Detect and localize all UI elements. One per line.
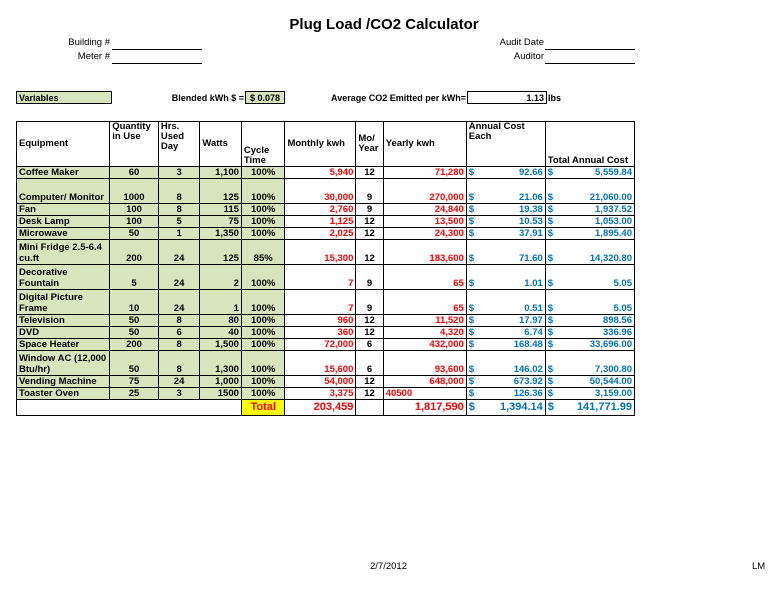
annual-cost-each-value: 37.91 [519,228,543,239]
variables-label: Variables [16,91,112,104]
watts-input[interactable]: 80 [200,315,242,327]
total-annual-cost-value: 1,053.00 [595,216,632,227]
equipment-name: Decorative Fountain [17,265,110,290]
hours-input[interactable]: 3 [158,167,200,179]
yearly-kwh: 65 [383,290,466,315]
annual-cost-each-value: 21.06 [519,192,543,203]
currency-symbol: $ [468,339,475,350]
annual-cost-each [466,240,545,265]
hours-input[interactable]: 24 [158,265,200,290]
meter-label: Meter # [77,51,110,62]
yearly-kwh: 11,520 [383,315,466,327]
yearly-kwh: 24,840 [383,204,466,216]
cycle-input[interactable]: 100% [241,179,285,204]
quantity-input[interactable]: 50 [110,228,159,240]
yearly-kwh: 270,000 [383,179,466,204]
equipment-name: Desk Lamp [17,216,110,228]
total-annual-cost [545,339,634,351]
table-row [17,179,635,204]
total-annual-cost [545,327,634,339]
months-per-year: 9 [356,265,383,290]
header-watts: Watts [200,122,242,167]
table-row [17,204,635,216]
quantity-input[interactable]: 50 [110,315,159,327]
grand-total-annual [545,400,634,416]
currency-symbol: $ [468,364,475,375]
hours-input[interactable]: 1 [158,228,200,240]
header-cycle: Cycle Time [241,122,285,167]
watts-input[interactable]: 75 [200,216,242,228]
months-per-year: 6 [356,339,383,351]
currency-symbol: $ [547,303,554,314]
currency-symbol: $ [468,376,475,387]
audit-date-field[interactable] [545,39,635,50]
total-annual-cost [545,167,634,179]
watts-input[interactable]: 125 [200,179,242,204]
months-per-year: 9 [356,179,383,204]
cycle-input[interactable]: 85% [241,240,285,265]
header-hours: Hrs. Used Day [158,122,200,167]
equipment-name: Computer/ Monitor [17,179,110,204]
monthly-kwh: 54,000 [285,376,356,388]
currency-symbol: $ [468,253,475,264]
table-row [17,339,635,351]
months-per-year: 12 [356,388,383,400]
blended-kwh-label: Blended kWh $ = [171,93,244,103]
yearly-kwh: 71,280 [383,167,466,179]
monthly-kwh: 30,000 [285,179,356,204]
yearly-kwh: 13,500 [383,216,466,228]
footer-initials: LM [752,561,766,572]
currency-symbol: $ [547,315,554,326]
monthly-kwh: 960 [285,315,356,327]
cycle-input[interactable]: 100% [241,290,285,315]
building-field[interactable] [112,39,202,50]
currency-symbol: $ [547,228,554,239]
currency-symbol: $ [468,216,475,227]
total-monthly-kwh: 203,459 [285,400,356,416]
co2-input[interactable]: 1.13 [467,91,547,104]
cycle-input[interactable]: 100% [241,265,285,290]
annual-cost-each-value: 92.66 [519,167,543,178]
annual-cost-each [466,351,545,376]
quantity-input[interactable]: 10 [110,290,159,315]
cycle-input[interactable]: 100% [241,351,285,376]
page-title: Plug Load /CO2 Calculator [289,16,479,33]
cycle-input[interactable]: 100% [241,327,285,339]
quantity-input[interactable]: 5 [110,265,159,290]
months-per-year: 12 [356,327,383,339]
currency-symbol: $ [547,192,554,203]
annual-cost-each [466,216,545,228]
months-per-year: 12 [356,216,383,228]
monthly-kwh: 2,025 [285,228,356,240]
annual-cost-each [466,265,545,290]
currency-symbol: $ [468,303,475,314]
currency-symbol: $ [468,401,475,413]
header-row [17,122,635,167]
annual-cost-each [466,290,545,315]
annual-cost-each [466,179,545,204]
watts-input[interactable]: 1,300 [200,351,242,376]
annual-cost-each [466,228,545,240]
yearly-kwh: 93,600 [383,351,466,376]
table-row [17,240,635,265]
watts-input[interactable]: 125 [200,240,242,265]
currency-symbol: $ [468,315,475,326]
total-annual-cost-value: 3,159.00 [595,388,632,399]
currency-symbol: $ [468,204,475,215]
currency-symbol: $ [468,278,475,289]
total-annual-cost-value: 7,300.80 [595,364,632,375]
auditor-field[interactable] [545,53,635,64]
blended-kwh-input[interactable]: $ 0.078 [245,91,285,104]
table-row [17,290,635,315]
annual-cost-each [466,376,545,388]
currency-symbol: $ [547,278,554,289]
header-yearly: Yearly kwh [383,122,466,167]
equipment-name: Vending Machine [17,376,110,388]
currency-symbol: $ [468,192,475,203]
cycle-input[interactable]: 100% [241,167,285,179]
currency-symbol: $ [468,228,475,239]
total-annual-cost-value: 1,937.52 [595,204,632,215]
header-equipment: Equipment [17,122,110,167]
equipment-name: DVD [17,327,110,339]
yearly-kwh: 24,300 [383,228,466,240]
monthly-kwh: 360 [285,327,356,339]
currency-symbol: $ [547,401,554,413]
yearly-kwh: 183,600 [383,240,466,265]
monthly-kwh: 2,760 [285,204,356,216]
currency-symbol: $ [468,327,475,338]
cycle-input[interactable]: 100% [241,216,285,228]
annual-cost-each [466,204,545,216]
watts-input[interactable]: 2 [200,265,242,290]
audit-date-label: Audit Date [499,37,544,48]
annual-cost-each-value: 146.02 [513,364,543,375]
equipment-name: Digital Picture Frame [17,290,110,315]
total-annual-cost [545,290,634,315]
header-mo-year: Mo/ Year [356,122,383,167]
building-label: Building # [68,37,110,48]
total-annual-cost [545,351,634,376]
hours-input[interactable]: 5 [158,216,200,228]
auditor-label: Auditor [513,51,544,62]
hours-input[interactable]: 24 [158,376,200,388]
cycle-input[interactable]: 100% [241,228,285,240]
equipment-name: Toaster Oven [17,388,110,400]
currency-symbol: $ [547,253,554,264]
monthly-kwh: 7 [285,290,356,315]
currency-symbol: $ [468,167,475,178]
watts-input[interactable]: 1 [200,290,242,315]
table-row [17,228,635,240]
total-annual-cost [545,240,634,265]
co2-label: Average CO2 Emitted per kWh= [331,93,466,103]
header-monthly: Monthly kwh [285,122,356,167]
equipment-name: Window AC (12,000 Btu/hr) [17,351,110,376]
months-per-year: 9 [356,290,383,315]
table-row [17,265,635,290]
quantity-input[interactable]: 200 [110,240,159,265]
total-annual-cost-value: 5,559.84 [595,167,632,178]
quantity-input[interactable]: 60 [110,167,159,179]
totals-blank [17,400,242,416]
currency-symbol: $ [547,376,554,387]
total-annual-cost [545,216,634,228]
months-per-year: 12 [356,167,383,179]
annual-cost-each [466,339,545,351]
total-annual-cost [545,315,634,327]
table-row [17,167,635,179]
total-annual-cost [545,388,634,400]
currency-symbol: $ [547,339,554,350]
total-annual-cost [545,265,634,290]
currency-symbol: $ [468,388,475,399]
total-annual-cost-value: 21,060.00 [589,192,632,203]
table-row [17,327,635,339]
yearly-kwh: 432,000 [383,339,466,351]
hours-input[interactable]: 8 [158,351,200,376]
total-annual-cost-value: 1,895.40 [595,228,632,239]
total-annual-each [466,400,545,416]
totals-row [17,400,635,416]
table-row [17,388,635,400]
watts-input[interactable]: 1,100 [200,167,242,179]
meter-field[interactable] [112,53,202,64]
quantity-input[interactable]: 1000 [110,179,159,204]
currency-symbol: $ [547,388,554,399]
totals-label: Total [241,400,285,416]
total-annual-cost [545,228,634,240]
quantity-input[interactable]: 100 [110,216,159,228]
total-annual-cost-value: 33,696.00 [589,339,632,350]
monthly-kwh: 15,600 [285,351,356,376]
yearly-kwh: 65 [383,265,466,290]
plug-load-table [16,121,635,416]
cycle-input[interactable]: 100% [241,339,285,351]
annual-cost-each-value: 17.97 [519,315,543,326]
total-annual-cost-value: 5.05 [613,278,632,289]
equipment-name: Fan [17,204,110,216]
monthly-kwh: 7 [285,265,356,290]
currency-symbol: $ [547,216,554,227]
hours-input[interactable]: 3 [158,388,200,400]
total-annual-cost [545,376,634,388]
quantity-input[interactable]: 200 [110,339,159,351]
total-annual-cost [545,204,634,216]
cycle-input[interactable]: 100% [241,204,285,216]
hours-input[interactable]: 8 [158,204,200,216]
equipment-name: Microwave [17,228,110,240]
total-annual-cost-value: 14,320.80 [589,253,632,264]
cycle-input[interactable]: 100% [241,388,285,400]
co2-unit: lbs [548,93,562,103]
monthly-kwh: 3,375 [285,388,356,400]
table-row [17,315,635,327]
hours-input[interactable]: 6 [158,327,200,339]
header-annual-each: Annual Cost Each [466,122,545,167]
monthly-kwh: 5,940 [285,167,356,179]
total-yearly-kwh: 1,817,590 [383,400,466,416]
currency-symbol: $ [547,167,554,178]
hours-input[interactable]: 8 [158,315,200,327]
annual-cost-each-value: 1.01 [524,278,543,289]
table-row [17,376,635,388]
total-annual-cost [545,179,634,204]
quantity-input[interactable]: 100 [110,204,159,216]
annual-cost-each-value: 19.38 [519,204,543,215]
table-row [17,351,635,376]
equipment-name: Mini Fridge 2.5-6.4 cu.ft [17,240,110,265]
header-quantity: Quantity in Use [110,122,159,167]
totals-blank-months [356,400,383,416]
months-per-year: 6 [356,351,383,376]
table-row [17,216,635,228]
yearly-kwh: 4,320 [383,327,466,339]
equipment-name: Coffee Maker [17,167,110,179]
months-per-year: 12 [356,240,383,265]
watts-input[interactable]: 1,350 [200,228,242,240]
annual-cost-each-value: 0.51 [524,303,543,314]
currency-symbol: $ [547,327,554,338]
total-annual-cost-value: 336.96 [602,327,632,338]
months-per-year: 12 [356,315,383,327]
cycle-input[interactable]: 100% [241,376,285,388]
annual-cost-each-value: 71.60 [519,253,543,264]
hours-input[interactable]: 8 [158,179,200,204]
currency-symbol: $ [547,364,554,375]
annual-cost-each [466,167,545,179]
watts-input[interactable]: 1,500 [200,339,242,351]
months-per-year: 9 [356,204,383,216]
watts-input[interactable]: 1500 [200,388,242,400]
annual-cost-each [466,388,545,400]
annual-cost-each [466,315,545,327]
watts-input[interactable]: 115 [200,204,242,216]
footer-date: 2/7/2012 [370,561,407,572]
watts-input[interactable]: 40 [200,327,242,339]
equipment-name: Space Heater [17,339,110,351]
currency-symbol: $ [547,204,554,215]
monthly-kwh: 72,000 [285,339,356,351]
months-per-year: 12 [356,376,383,388]
annual-cost-each [466,327,545,339]
annual-cost-each-value: 168.48 [513,339,543,350]
hours-input[interactable]: 8 [158,339,200,351]
quantity-input[interactable]: 50 [110,327,159,339]
months-per-year: 12 [356,228,383,240]
annual-cost-each-value: 10.53 [519,216,543,227]
total-annual-cost-value: 50,544.00 [589,376,632,387]
total-annual-each-value: 1,394.14 [499,401,543,413]
monthly-kwh: 15,300 [285,240,356,265]
hours-input[interactable]: 24 [158,240,200,265]
monthly-kwh: 1,125 [285,216,356,228]
header-total-annual: Total Annual Cost [545,122,634,167]
cycle-input[interactable]: 100% [241,315,285,327]
annual-cost-each-value: 6.74 [524,327,543,338]
total-annual-cost-value: 5.05 [613,303,632,314]
watts-input[interactable]: 1,000 [200,376,242,388]
yearly-kwh: 648,000 [383,376,466,388]
yearly-kwh: 40500 [383,388,466,400]
total-annual-cost-value: 898.56 [602,315,632,326]
hours-input[interactable]: 24 [158,290,200,315]
annual-cost-each-value: 673.92 [513,376,543,387]
grand-total-annual-value: 141,771.99 [576,401,632,413]
quantity-input[interactable]: 75 [110,376,159,388]
equipment-name: Television [17,315,110,327]
quantity-input[interactable]: 25 [110,388,159,400]
quantity-input[interactable]: 50 [110,351,159,376]
annual-cost-each-value: 126.36 [513,388,543,399]
